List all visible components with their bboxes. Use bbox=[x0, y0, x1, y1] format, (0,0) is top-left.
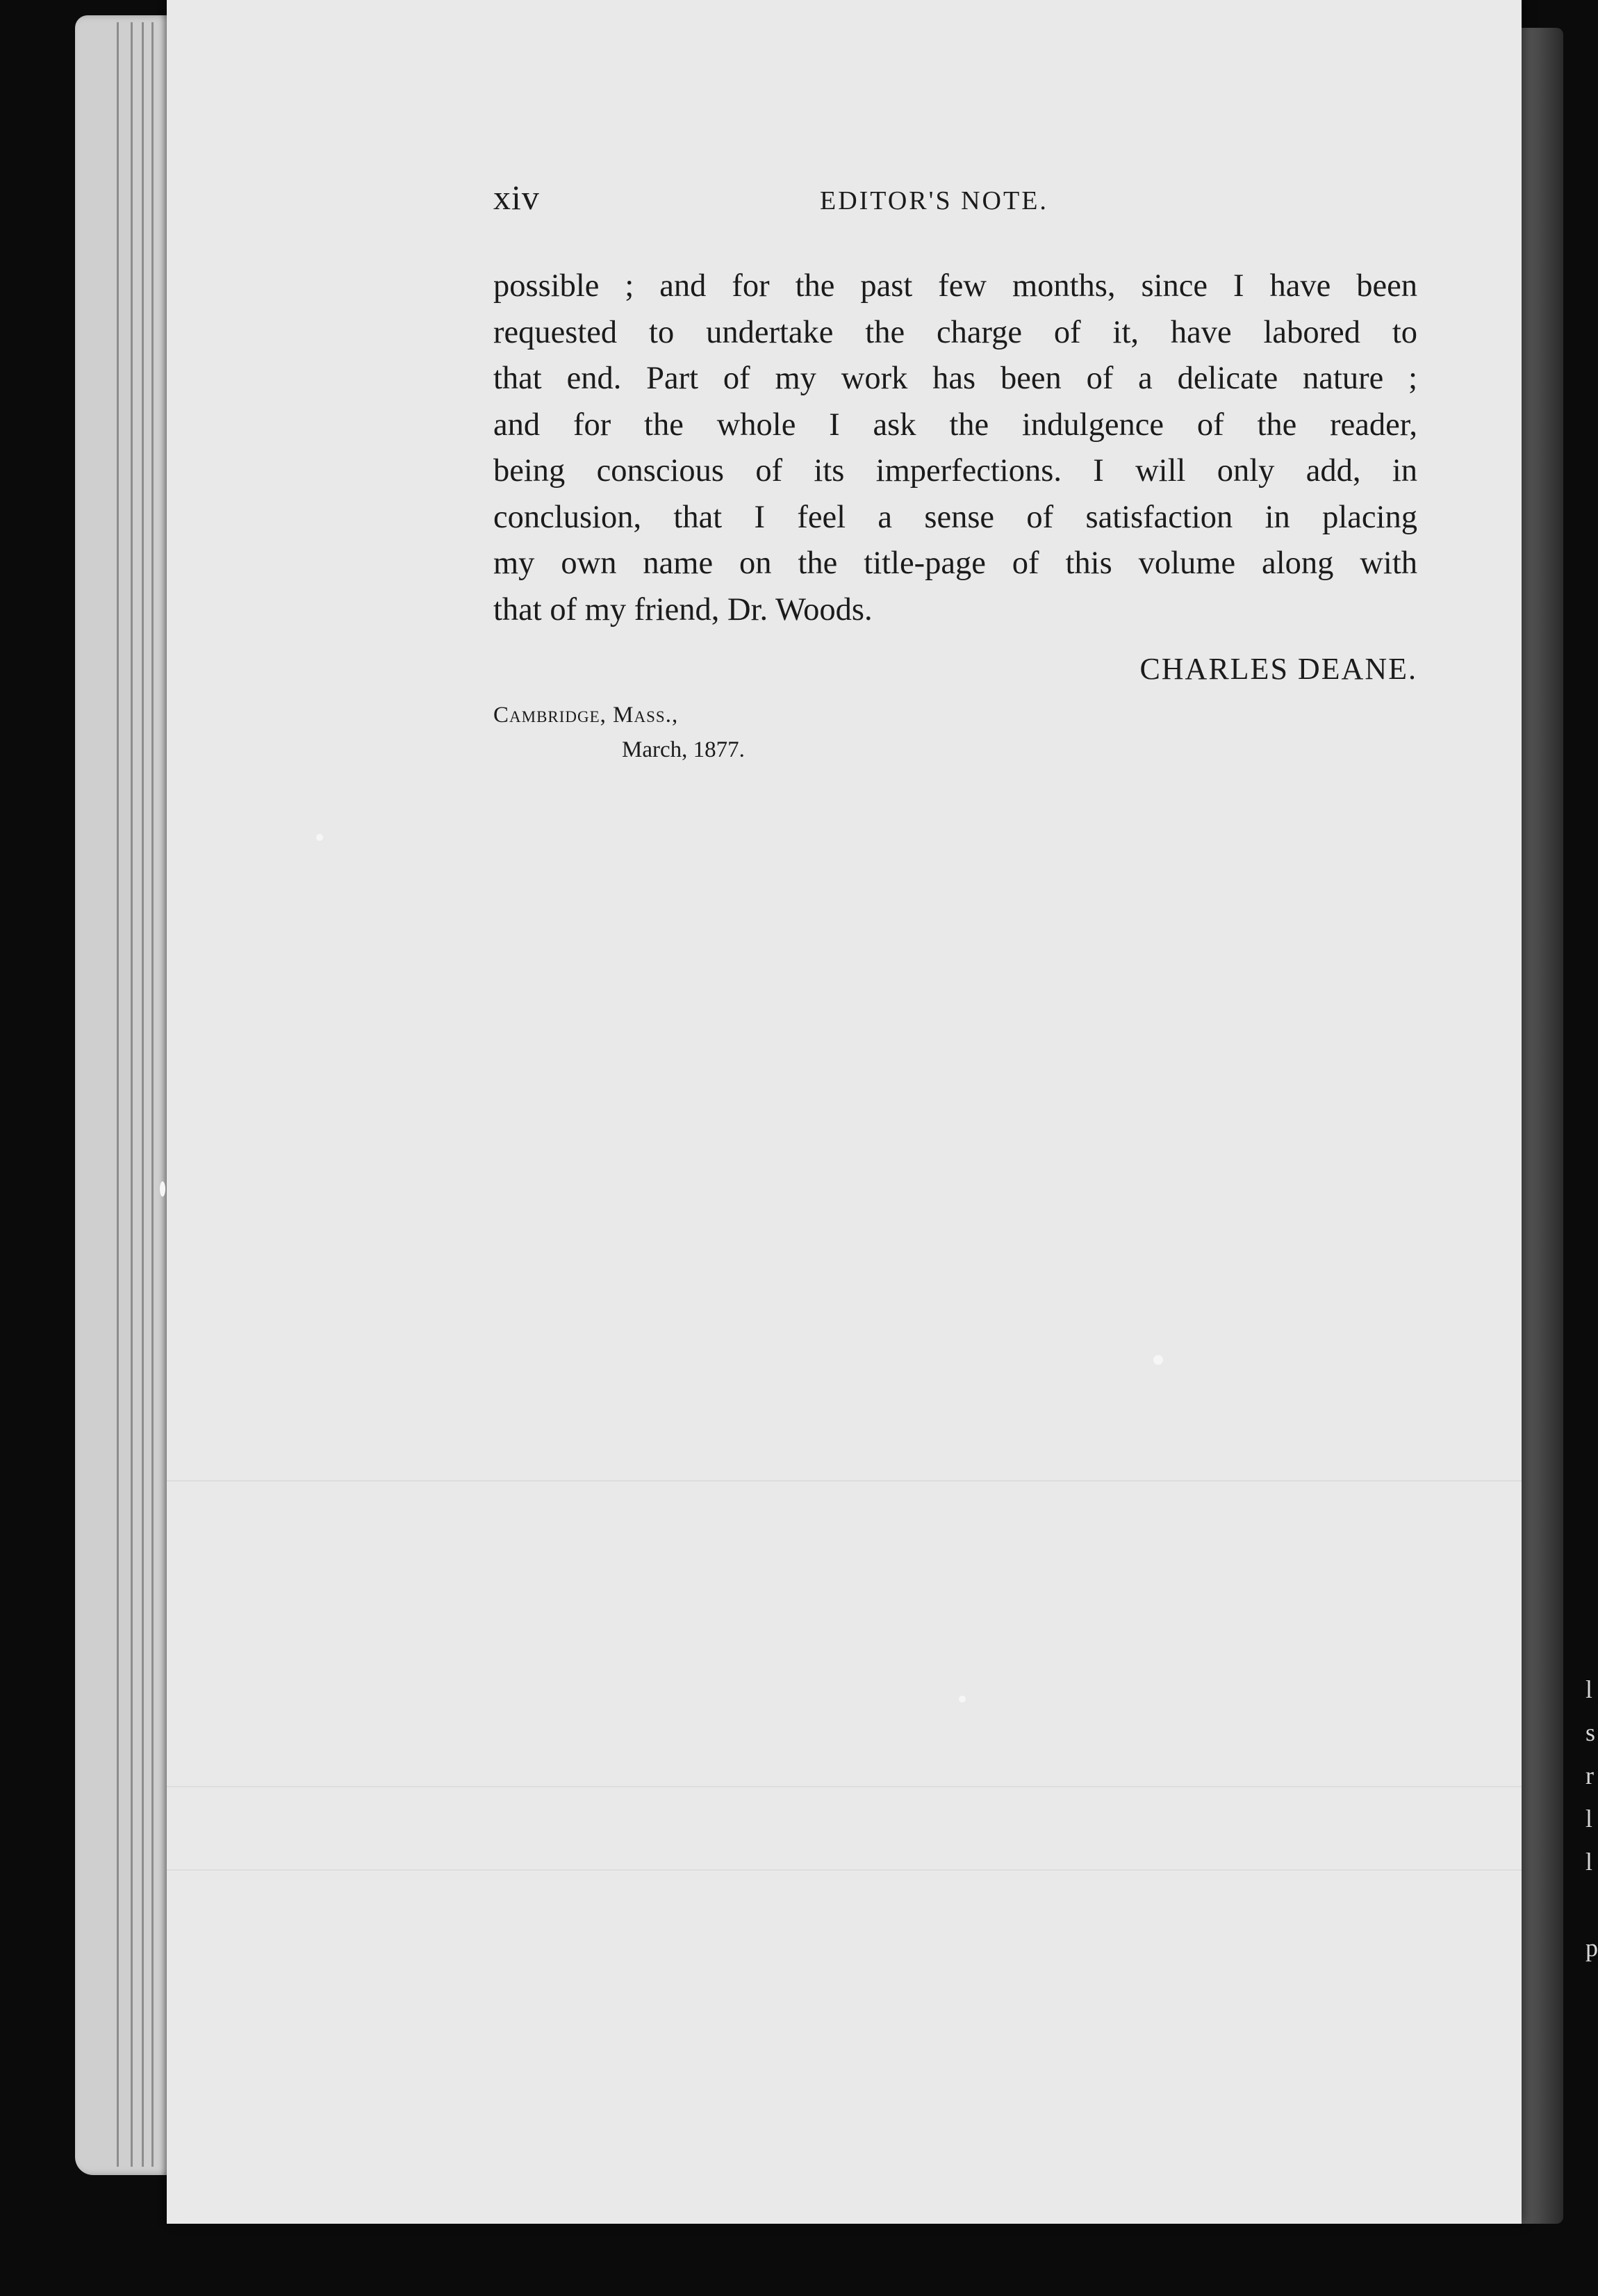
page-edge-line bbox=[151, 22, 154, 2167]
paper-speck bbox=[160, 1181, 165, 1197]
page-content bbox=[493, 177, 1417, 767]
dateline-place: Cambridge, Mass., bbox=[493, 703, 679, 728]
page bbox=[167, 0, 1522, 2224]
scan-artifact-line bbox=[167, 1869, 1522, 1871]
text-line: possible ; and for the past few months, since I have been bbox=[493, 268, 1417, 304]
scan-artifact-line bbox=[167, 1480, 1522, 1482]
next-page-edge-text: l s r l l p bbox=[1585, 1675, 1598, 1962]
body-paragraph bbox=[493, 263, 1417, 633]
page-number: xiv bbox=[493, 178, 540, 217]
text-line: being conscious of its imperfections. I will only add, in bbox=[493, 453, 1417, 489]
text-line: requested to undertake the charge of it, have labored to bbox=[493, 314, 1417, 350]
dateline-date: March, 1877. bbox=[622, 737, 745, 762]
page-edge-line bbox=[117, 22, 119, 2167]
signature: CHARLES DEANE. bbox=[1139, 652, 1417, 686]
paper-speck bbox=[959, 1696, 966, 1703]
text-line: that of my friend, Dr. Woods. bbox=[493, 591, 873, 628]
text-line: and for the whole I ask the indulgence of the reader, bbox=[493, 407, 1417, 443]
dateline bbox=[493, 698, 1417, 767]
text-line: my own name on the title-page of this volume along with bbox=[493, 546, 1417, 581]
text-line: conclusion, that I feel a sense of satisfaction in placing bbox=[493, 499, 1417, 535]
page-edge-line bbox=[142, 22, 144, 2167]
page-edge-line bbox=[131, 22, 133, 2167]
text-line: that end. Part of my work has been of a delicate nature ; bbox=[493, 361, 1417, 396]
paper-speck bbox=[316, 834, 323, 841]
running-title: EDITOR'S NOTE. bbox=[820, 186, 1048, 215]
scan-artifact-line bbox=[167, 1786, 1522, 1787]
paper-speck bbox=[1153, 1355, 1163, 1365]
running-head bbox=[493, 177, 1417, 233]
